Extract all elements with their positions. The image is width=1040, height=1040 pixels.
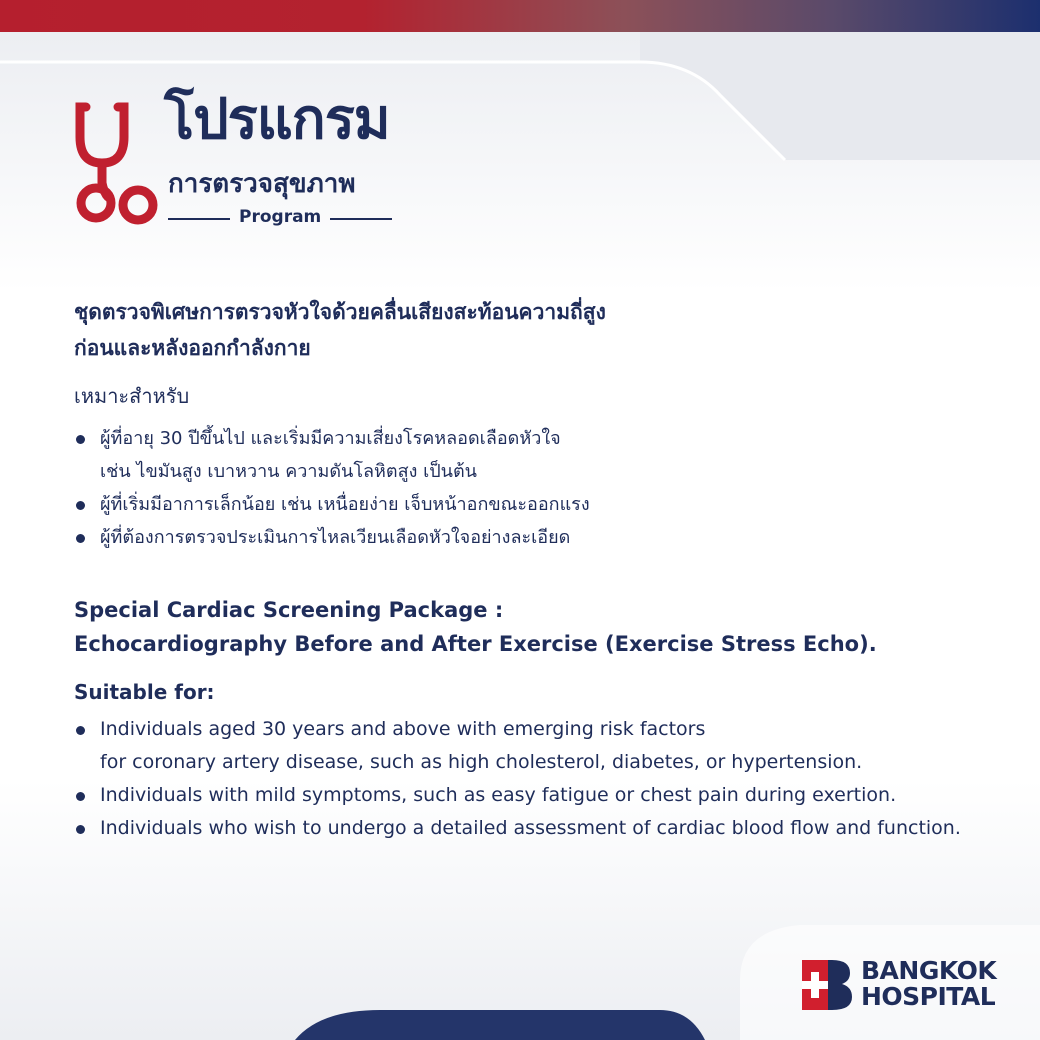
- list-item-line: for coronary artery disease, such as high cholesterol, diabetes, or hypertension.: [100, 751, 863, 773]
- program-word: Program: [239, 207, 322, 227]
- list-item-line: ผู้ที่เริ่มมีอาการเล็กน้อย เช่น เหนื่อยง่าย เจ็บหน้าอกขณะออกแรง: [100, 494, 590, 515]
- list-item: [74, 422, 590, 488]
- hospital-name-line2: HOSPITAL: [861, 982, 996, 1011]
- english-suitable-label: Suitable for:: [74, 680, 215, 704]
- thai-heading-line2: ก่อนและหลังออกกำลังกาย: [74, 336, 311, 360]
- english-heading-line1: Special Cardiac Screening Package :: [74, 598, 504, 622]
- thai-criteria-list: [74, 422, 590, 554]
- list-item: [74, 812, 961, 845]
- thai-heading-line1: ชุดตรวจพิเศษการตรวจหัวใจด้วยคลื่นเสียงสะท้อนความถี่สูง: [74, 300, 606, 324]
- list-item-line: Individuals aged 30 years and above with emerging risk factors: [100, 718, 706, 740]
- list-item-line: ผู้ที่อายุ 30 ปีขึ้นไป และเริ่มมีความเสี่ยงโรคหลอดเลือดหัวใจ: [100, 428, 561, 449]
- program-divider-left: [168, 218, 230, 220]
- list-item: [74, 779, 961, 812]
- bangkok-hospital-logo-icon: [802, 960, 852, 1010]
- program-divider-right: [330, 218, 392, 220]
- thai-package-heading: [74, 294, 606, 366]
- list-item: [74, 488, 590, 521]
- list-item: [74, 713, 961, 779]
- hospital-name-line1: BANGKOK: [861, 956, 997, 985]
- list-item-line: ผู้ที่ต้องการตรวจประเมินการไหลเวียนเลือดหัวใจอย่างละเอียด: [100, 527, 571, 548]
- english-criteria-list: [74, 713, 961, 845]
- list-item-line: Individuals who wish to undergo a detailed assessment of cardiac blood flow and function.: [100, 817, 961, 839]
- list-item-line: Individuals with mild symptoms, such as easy fatigue or chest pain during exertion.: [100, 784, 897, 806]
- stethoscope-icon: [74, 101, 160, 227]
- english-heading-line2: Echocardiography Before and After Exercise (Exercise Stress Echo).: [74, 632, 877, 656]
- hospital-brand-name: [861, 958, 996, 1010]
- list-item: [74, 521, 590, 554]
- thai-suitable-label: เหมาะสำหรับ: [74, 384, 190, 408]
- program-title-thai: โปรแกรม: [164, 87, 390, 152]
- english-package-heading: [74, 593, 877, 661]
- list-item-line: เช่น ไขมันสูง เบาหวาน ความดันโลหิตสูง เป็นต้น: [100, 461, 477, 482]
- program-subtitle-thai: การตรวจสุขภาพ: [168, 169, 356, 199]
